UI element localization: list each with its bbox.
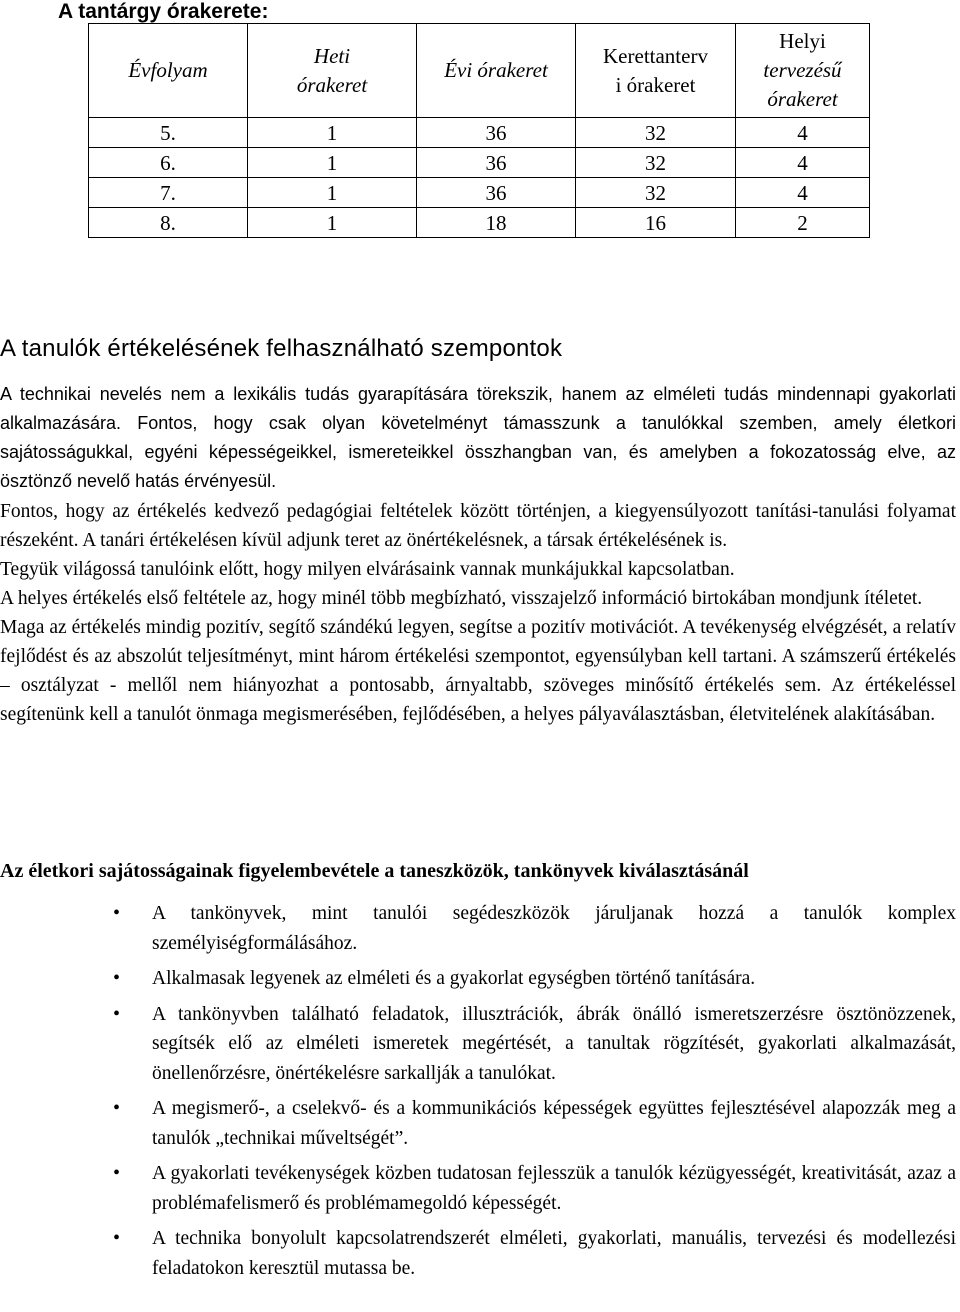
table-cell: 32 — [576, 148, 736, 178]
col-header-heti: Heti órakeret — [248, 24, 417, 118]
table-row — [89, 208, 870, 238]
col-header-helyi: Helyi tervezésű órakeret — [736, 24, 870, 118]
list-item: • A megismerő-, a cselekvő- és a kommunikációs képességek együttes fejlesztésével alapozzák meg a tanulók „technikai műveltségét”. — [0, 1094, 956, 1153]
paragraph: Fontos, hogy az értékelés kedvező pedagógiai feltételek között történjen, a kiegyensúlyozott tanítási-tanulási folyamat részeként. A tanári értékelésen kívül adjunk teret az önértékelésnek, a társak értékelésének is. — [0, 501, 956, 551]
table-cell: 36 — [417, 178, 576, 208]
table-cell: 36 — [417, 118, 576, 148]
table-cell: 5. — [89, 118, 248, 148]
list-item: • A gyakorlati tevékenységek közben tudatosan fejlesszük a tanulók kézügyességét, kreativitását, azaz a problémafelismerő és problémamegoldó képességét. — [0, 1159, 956, 1218]
list-item: • A tankönyvek, mint tanulói segédeszközök járuljanak hozzá a tanulók komplex személyiségformálásához. — [0, 899, 956, 958]
table-cell: 1 — [248, 148, 417, 178]
col-header-kerettanterv: Kerettanterv i órakeret — [576, 24, 736, 118]
table-cell: 18 — [417, 208, 576, 238]
table-cell: 7. — [89, 178, 248, 208]
table-cell: 36 — [417, 148, 576, 178]
table-cell: 1 — [248, 208, 417, 238]
paragraph: Tegyük világossá tanulóink előtt, hogy milyen elvárásaink vannak munkájukkal kapcsolatban. — [0, 559, 735, 580]
table-cell: 4 — [736, 178, 870, 208]
table-cell: 16 — [576, 208, 736, 238]
course-hours-heading: A tantárgy órakerete: — [58, 0, 269, 23]
table-cell: 6. — [89, 148, 248, 178]
table-cell: 32 — [576, 118, 736, 148]
table-row — [89, 178, 870, 208]
col-header-evi: Évi órakeret — [417, 24, 576, 118]
bullet-icon: • — [113, 902, 121, 924]
table-cell: 4 — [736, 148, 870, 178]
list-item: • A technika bonyolult kapcsolatrendszerét elméleti, gyakorlati, manuális, tervezési és modellezési feladatokon keresztül mutassa be. — [0, 1224, 956, 1283]
col-header-evfolyam: Évfolyam — [89, 24, 248, 118]
table-cell: 4 — [736, 118, 870, 148]
hours-table-header-row — [89, 24, 870, 118]
evaluation-paragraphs — [0, 497, 956, 729]
evaluation-intro-paragraph: A technikai nevelés nem a lexikális tudás gyarapítására törekszik, hanem az elméleti tudás mindennapi gyakorlati alkalmazására. Fontos, hogy csak olyan követelményt támasszunk a tanulókkal szemben, amely életkori sajátosságukkal, egyéni képességeikkel, ismereteikkel összhangban van, és amelyben a fokozatosság elve, az ösztönző nevelő hatás érvényesül. — [0, 384, 956, 491]
bullet-icon: • — [113, 967, 121, 989]
table-row — [89, 148, 870, 178]
list-item: • Alkalmasak legyenek az elméleti és a gyakorlat egységben történő tanítására. — [0, 964, 956, 994]
list-item: • A tankönyvben található feladatok, illusztrációk, ábrák önálló ismeretszerzésre ösztönözzenek, segítsék elő az elméleti ismeretek megértését, a tanultak rögzítését, gyakorlati alkalmazását, önellenőrzésre, önértékelésre sarkallják a tanulókat. — [0, 1000, 956, 1089]
textbook-criteria-list — [0, 899, 956, 1289]
textbook-section-title: Az életkori sajátosságainak figyelembevétele a taneszközök, tankönyvek kiválasztásánál — [0, 860, 749, 882]
bullet-icon: • — [113, 1002, 121, 1025]
paragraph: A helyes értékelés első feltétele az, hogy minél több megbízható, visszajelző információ birtokában mondjunk ítéletet. — [0, 588, 923, 609]
bullet-icon: • — [113, 1227, 121, 1249]
table-cell: 32 — [576, 178, 736, 208]
bullet-icon: • — [113, 1097, 121, 1119]
hours-table — [88, 23, 870, 238]
evaluation-section-title: A tanulók értékelésének felhasználható szempontok — [0, 335, 563, 362]
bullet-icon: • — [113, 1162, 121, 1184]
paragraph: Maga az értékelés mindig pozitív, segítő szándékú legyen, segítse a pozitív motivációt. A tevékenység elvégzését, a relatív fejlődést és az abszolút teljesítményt, mint három értékelési szempontot, egyensúlyban kell tartani. A számszerű értékelés – osztályzat - mellől nem hiányozhat a pontosabb, árnyaltabb, szöveges minősítő értékelés sem. Az értékeléssel segítenünk kell a tanulót önmaga megismerésében, fejlődésében, a helyes pályaválasztásban, életvitelének alakításában. — [0, 617, 956, 725]
table-cell: 8. — [89, 208, 248, 238]
table-row — [89, 118, 870, 148]
table-cell: 1 — [248, 118, 417, 148]
table-cell: 1 — [248, 178, 417, 208]
table-cell: 2 — [736, 208, 870, 238]
